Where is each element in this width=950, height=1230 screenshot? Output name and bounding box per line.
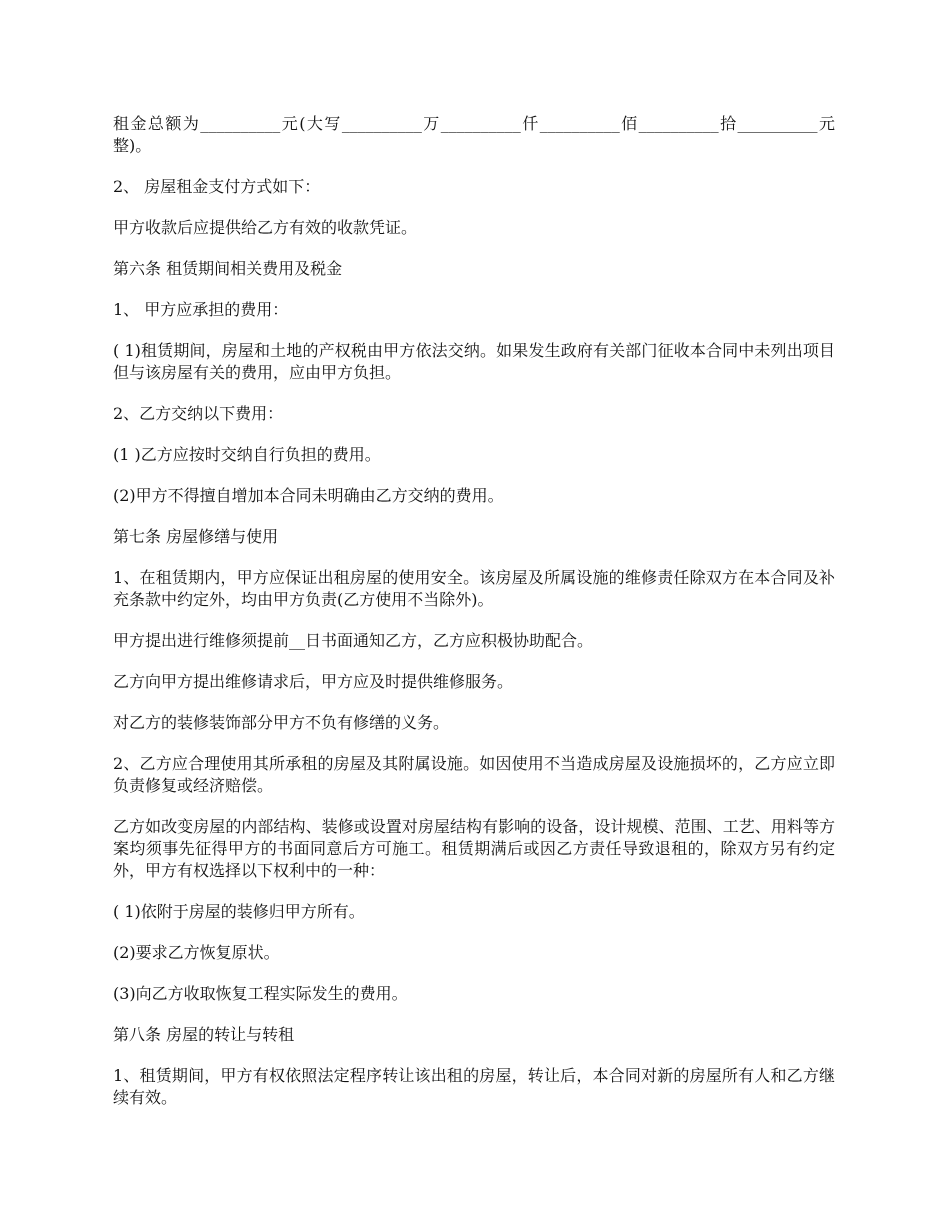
repair-request-paragraph: 乙方向甲方提出维修请求后，甲方应及时提供维修服务。 <box>113 672 514 691</box>
article-6-heading: 第六条 租赁期间相关费用及税金 <box>113 259 343 278</box>
article-8-heading: 第八条 房屋的转让与转租 <box>113 1025 295 1044</box>
repair-notice-paragraph: 甲方提出进行维修须提前__日书面通知乙方，乙方应积极协助配合。 <box>113 631 594 650</box>
option-item-1: ( 1)依附于房屋的装修归甲方所有。 <box>113 902 365 921</box>
repair-responsibility-paragraph: 1、在租赁期内，甲方应保证出租房屋的使用安全。该房屋及所属设施的维修责任除双方在本合同及补充条款中约定外，均由甲方负责(乙方使用不当除外)。 <box>113 568 835 609</box>
lessee-fees-paragraph: 2、乙方交纳以下费用： <box>113 404 284 423</box>
proper-use-paragraph: 2、乙方应合理使用其所承租的房屋及其附属设施。如因使用不当造成房屋及设施损坏的，乙方应立即负责修复或经济赔偿。 <box>113 754 835 795</box>
decoration-paragraph: 对乙方的装修装饰部分甲方不负有修缮的义务。 <box>113 713 450 732</box>
lessee-fees-item-1: (1 )乙方应按时交纳自行负担的费用。 <box>113 445 381 464</box>
option-item-2: (2)要求乙方恢复原状。 <box>113 943 280 962</box>
lessee-fees-item-2: (2)甲方不得擅自增加本合同未明确由乙方交纳的费用。 <box>113 486 504 505</box>
structure-change-paragraph: 乙方如改变房屋的内部结构、装修或设置对房屋结构有影响的设备，设计规模、范围、工艺、用料等方案均须事先征得甲方的书面同意后方可施工。租赁期满后或因乙方责任导致退租的，除双方另有约定外，甲方有权选择以下权利中的一种： <box>113 817 835 880</box>
rent-total-paragraph: 租金总额为__________元(大写__________万__________仟__________佰__________拾__________元整)。 <box>113 114 835 155</box>
option-item-3: (3)向乙方收取恢复工程实际发生的费用。 <box>113 984 408 1003</box>
payment-method-paragraph: 2、 房屋租金支付方式如下： <box>113 177 321 196</box>
article-7-heading: 第七条 房屋修缮与使用 <box>113 527 279 546</box>
lessor-fees-paragraph: 1、 甲方应承担的费用： <box>113 300 289 319</box>
document-page <box>113 113 835 1109</box>
receipt-paragraph: 甲方收款后应提供给乙方有效的收款凭证。 <box>113 218 418 237</box>
transfer-paragraph: 1、租赁期间，甲方有权依照法定程序转让该出租的房屋，转让后，本合同对新的房屋所有人和乙方继续有效。 <box>113 1066 835 1107</box>
property-tax-paragraph: ( 1)租赁期间，房屋和土地的产权税由甲方依法交纳。如果发生政府有关部门征收本合同中未列出项目但与该房屋有关的费用，应由甲方负担。 <box>113 341 835 382</box>
